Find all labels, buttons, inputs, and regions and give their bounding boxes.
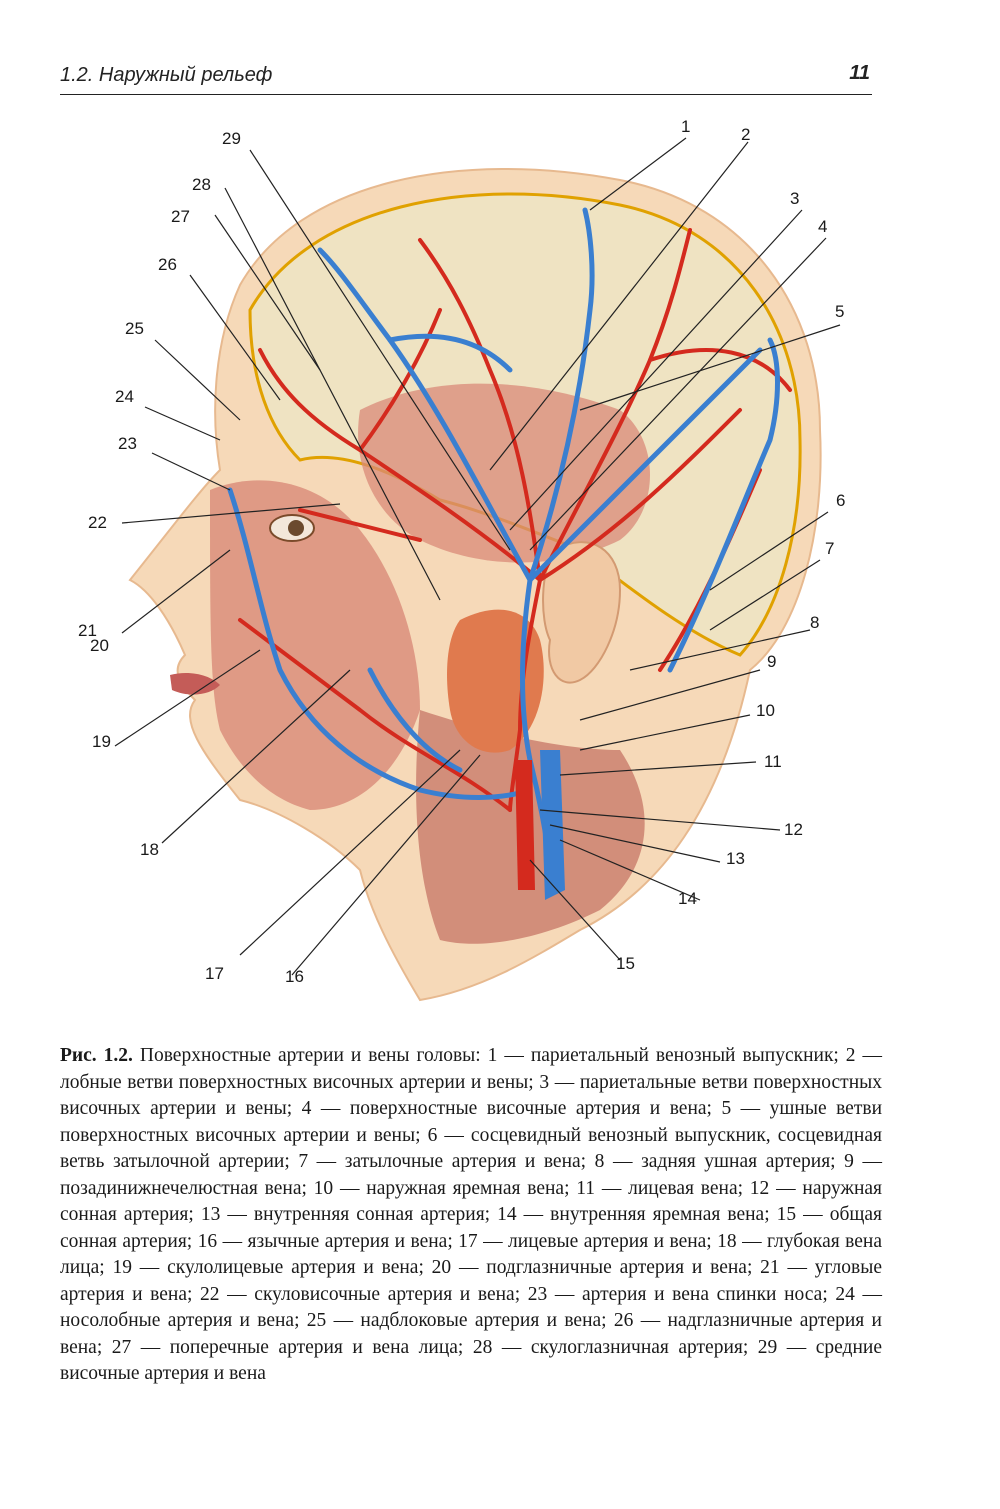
callout-22: 22 [88,513,107,532]
section-title: 1.2. Наружный рельеф [60,64,273,86]
callout-11: 11 [764,752,782,771]
callout-19: 19 [92,732,111,751]
page-number: 11 [849,62,870,84]
callout-20: 20 [90,636,109,655]
callout-16: 16 [285,967,304,986]
callout-13: 13 [726,849,745,868]
callout-15: 15 [616,954,635,973]
running-header [60,62,872,95]
callout-12: 12 [784,820,803,839]
callout-25: 25 [125,319,144,338]
callout-3: 3 [790,189,800,208]
callout-14: 14 [678,889,697,908]
figure-label: Рис. 1.2. [60,1045,133,1066]
callout-29: 29 [222,129,241,148]
anatomy-figure [60,110,880,1010]
callout-2: 2 [741,125,751,144]
callout-4: 4 [818,217,828,236]
figure-caption [60,1043,882,1388]
common-carotid-artery [515,760,535,890]
callout-17: 17 [205,964,224,983]
callout-9: 9 [767,652,777,671]
callout-1: 1 [681,117,691,136]
callout-26: 26 [158,255,177,274]
caption-text: Поверхностные артерии и вены головы: 1 — париетальный венозный выпускник; 2 — лобные ветви поверхностных височных артерии и вены; 3 — париетальные ветви поверхностных височных артерии и вены; 4 — поверхностные височные артерия и вена; 5 — ушные ветви поверхностных височных артерии и вены; 6 — сосцевидный венозный выпускник, сосцевидная ветвь затылочной артерии; 7 — затылочные артерия и вена; 8 — задняя ушная артерия; 9 — позадинижнечелюстная вена; 10 — наружная яремная вена; 11 — лицевая вена; 12 — наружная сонная артерия; 13 — внутренняя сонная артерия; 14 — внутренняя яремная вена; 15 — общая сонная артерия; 16 — язычные артерия и вена; 17 — лицевые артерия и вена; 18 — глубокая вена лица; 19 — скулолицевые артерия и вена; 20 — подглазничные артерия и вена; 21 — угловые артерия и вена; 22 — скуловисочные артерия и вена; 23 — артерия и вена спинки носа; 24 — носолобные артерия и вена; 25 — надблоковые артерия и вена; 26 — надглазничные артерия и вена; 27 — поперечные артерия и вена лица; 28 — скулоглазничная артерия; 29 — средние височные артерия и вена [60,1045,883,1384]
callout-7: 7 [825,539,835,558]
callout-10: 10 [756,701,775,720]
head-illustration [60,110,880,1010]
callout-8: 8 [810,613,820,632]
callout-23: 23 [118,434,137,453]
callout-6: 6 [836,491,846,510]
callout-18: 18 [140,840,159,859]
callout-28: 28 [192,175,211,194]
callout-21: 21 [78,621,97,640]
callout-24: 24 [115,387,134,406]
callout-27: 27 [171,207,190,226]
callout-5: 5 [835,302,845,321]
